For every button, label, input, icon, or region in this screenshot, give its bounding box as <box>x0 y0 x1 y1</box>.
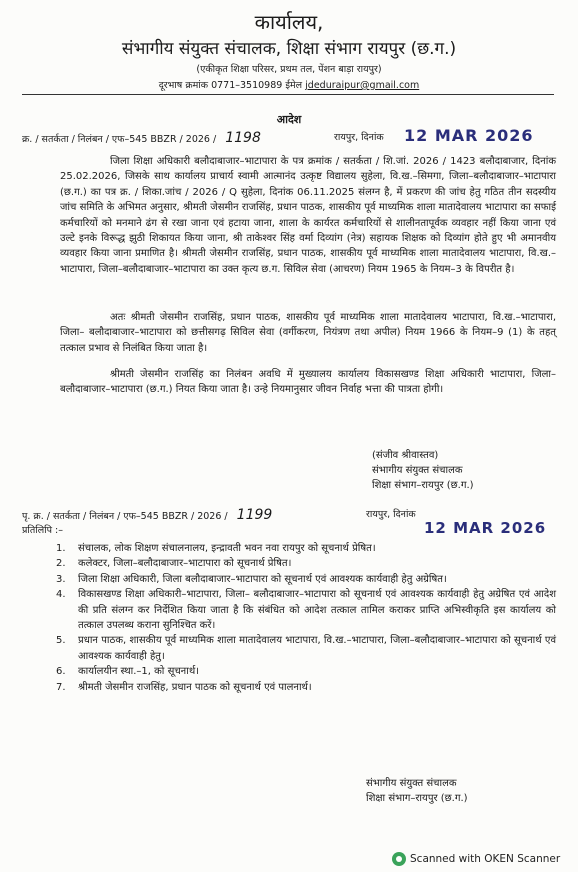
paragraph-2: अतः श्रीमती जेसमीन राजसिंह, प्रधान पाठक, शासकीय पूर्व माध्यमिक शाला मातादेवालय भाटापारा, वि.ख.–भाटापारा, जिला– बलौदाबाजार–भाटापारा को छत्तीसगढ़ सिविल सेवा (वर्गीकरण, नियंत्रण तथा अपील) नियम 1966 के नियम–9 (1) के तहत् तत्काल प्रभाव से निलंबित किया जाता है। <box>60 312 556 354</box>
handwritten-number-2: 1199 <box>236 507 273 523</box>
copy-list-item <box>56 587 556 633</box>
copy-list-number: 3. <box>56 573 66 585</box>
copy-list-number: 2. <box>56 558 66 570</box>
header-divider <box>22 94 554 95</box>
copy-list-text: संचालक, लोक शिक्षण संचालनालय, इन्द्रावती भवन नवा रायपुर को सूचनार्थ प्रेषित। <box>78 543 376 554</box>
email-link[interactable]: jdeduraipur@gmail.com <box>305 80 420 91</box>
copy-reference-text: पृ. क्र. / सतर्कता / निलंबन / एफ–545 BBZR / 2026 / <box>22 511 228 522</box>
copy-list-text: प्रधान पाठक, शासकीय पूर्व माध्यमिक शाला मातादेवालय भाटापारा, वि.ख.–भाटापारा, जिला–बलौदाबाजार–भाटापारा को सूचनार्थ एवं आवश्यक कार्यवाही हेतु। <box>78 635 556 662</box>
reference-text: क्र. / सतर्कता / निलंबन / एफ–545 BBZR / 2026 / <box>22 134 217 145</box>
contact-line <box>0 78 578 91</box>
copy-list-text: श्रीमती जेसमीन राजसिंह, प्रधान पाठक को सूचनार्थ एवं पालनार्थ। <box>78 681 312 693</box>
order-reference <box>22 130 261 146</box>
signatory-designation: संभागीय संयुक्त संचालक <box>372 465 463 476</box>
copy-label: प्रतिलिपि :– <box>22 525 64 536</box>
signatory-office: शिक्षा संभाग–रायपुर (छ.ग.) <box>372 480 474 491</box>
copy-list-number: 1. <box>56 543 66 554</box>
office-heading: कार्यालय, <box>254 10 324 34</box>
copy-list-text: जिला शिक्षा अधिकारी, जिला बलौदाबाजार–भाटापारा को सूचनार्थ एवं आवश्यक कार्यवाही हेतु अग्रेषित। <box>78 573 447 585</box>
scanner-footer <box>392 852 560 866</box>
oken-logo-icon <box>392 852 406 866</box>
signatory-designation-2: संभागीय संयुक्त संचालक <box>366 778 457 789</box>
copy-list-item <box>56 680 556 695</box>
paragraph-1: जिला शिक्षा अधिकारी बलौदाबाजार–भाटापारा के पत्र क्रमांक / सतर्कता / शि.जां. 2026 / 1423 बलौदाबाजार, दिनांक 25.02.2026, जिसके साथ कार्यालय प्राचार्य स्वामी आत्मानंद उत्कृष्ट विद्यालय सुहेला, वि.ख.–सिमगा, जिला–बलौदाबाजार–भाटापारा (छ.ग.) का पत्र क्र. / शिका.जांच / 2026 / Q सुहेला, दिनांक 06.11.2025 संलग्न है, में प्रकरण की जांच हेतु गठित तीन सदस्यीय जांच समिति के अभिमत अनुसार, श्रीमती जेसमीन राजसिंह, प्रधान पाठक, शासकीय पूर्व माध्यमिक शाला मातादेवालय भाटापारा का सफाई कर्मचारियों को मनमाने ढंग से रखा जाना एवं हटाया जाना, शाला के कार्यरत कर्मचारियों से शालीनतापूर्वक व्यवहार नहीं किया जाना एवं उल्टे इनके विरूद्ध झुठी शिकायत किया जाना, श्री ताकेश्वर सिंह वर्मा दिव्यांग (नेत्र) सहायक शिक्षक को दिव्यांग होते हुए भी अमानवीय व्यवहार किया जाना प्रमाणित है। श्रीमती जेसमीन राजसिंह, प्रधान पाठक, शासकीय पूर्व माध्यमिक शाला मातादेवालय भाटापारा, वि.ख.–भाटापारा, जिला–बलौदाबाजार–भाटापारा का उक्त कृत्य छ.ग. सिविल सेवा (आचरण) नियम 1965 के नियम–3 के विपरीत है। <box>60 156 556 275</box>
paragraph-3: श्रीमती जेसमीन राजसिंह का निलंबन अवधि में मुख्यालय कार्यालय विकासखण्ड शिक्षा अधिकारी भाटापारा, जिला–बलौदाबाजार–भाटापारा (छ.ग.) नियत किया जाता है। उन्हे नियमानुसार जीवन निर्वाह भत्ता की पात्रता होगी। <box>60 369 556 396</box>
copy-list-number: 6. <box>56 666 66 678</box>
phone-text: दूरभाष क्रमांक 0771–3510989 ईमेल <box>158 80 303 91</box>
copy-list-number: 7. <box>56 681 66 693</box>
copy-list-text: कार्यालयीन स्था.–1, को सूचनार्थ। <box>78 666 200 678</box>
scanner-text: Scanned with OKEN Scanner <box>410 853 561 865</box>
date-stamp: 12 MAR 2026 <box>404 126 534 145</box>
copy-list-item <box>56 633 556 664</box>
department-heading: संभागीय संयुक्त संचालक, शिक्षा संभाग रायपुर (छ.ग.) <box>121 39 457 59</box>
copy-list-item <box>56 572 556 587</box>
signatory-office-2: शिक्षा संभाग–रायपुर (छ.ग.) <box>366 793 468 804</box>
copy-list-item <box>56 664 556 679</box>
copy-list-number: 5. <box>56 635 66 647</box>
copy-list-item <box>56 541 556 556</box>
copy-list-text: विकासखण्ड शिक्षा अधिकारी–भाटापारा, जिला– बलौदाबाजार–भाटापारा को सूचनार्थ एवं आवश्यक कार्यवाही हेतु अग्रेषित एवं आदेश की प्रति संलग्न कर निर्देशित किया जाता है कि संबंधित को आदेश तत्काल तामिल कराकर प्राप्ति अभिस्वीकृति इस कार्यालय को तत्काल उपलब्ध कराना सुनिश्चित करें। <box>78 589 556 632</box>
signature-block-2 <box>366 776 468 806</box>
copy-list-number: 4. <box>56 589 66 601</box>
copy-date-stamp: 12 MAR 2026 <box>424 519 547 537</box>
office-address: (एकीकृत शिक्षा परिसर, प्रथम तल, पेंशन बाड़ा रायपुर) <box>196 64 382 75</box>
copy-place-date: रायपुर, दिनांक <box>366 509 416 520</box>
signatory-name: (संजीव श्रीवास्तव) <box>372 450 439 461</box>
copy-list-text: कलेक्टर, जिला–बलौदाबाजार–भाटापारा को सूचनार्थ प्रेषित। <box>78 558 292 570</box>
copy-reference <box>22 507 272 523</box>
order-title: आदेश <box>276 113 302 126</box>
place-date: रायपुर, दिनांक <box>334 132 384 143</box>
copy-list-item <box>56 556 556 571</box>
signature-block-1 <box>372 448 474 493</box>
copy-list <box>56 541 556 695</box>
handwritten-number: 1198 <box>225 130 261 146</box>
